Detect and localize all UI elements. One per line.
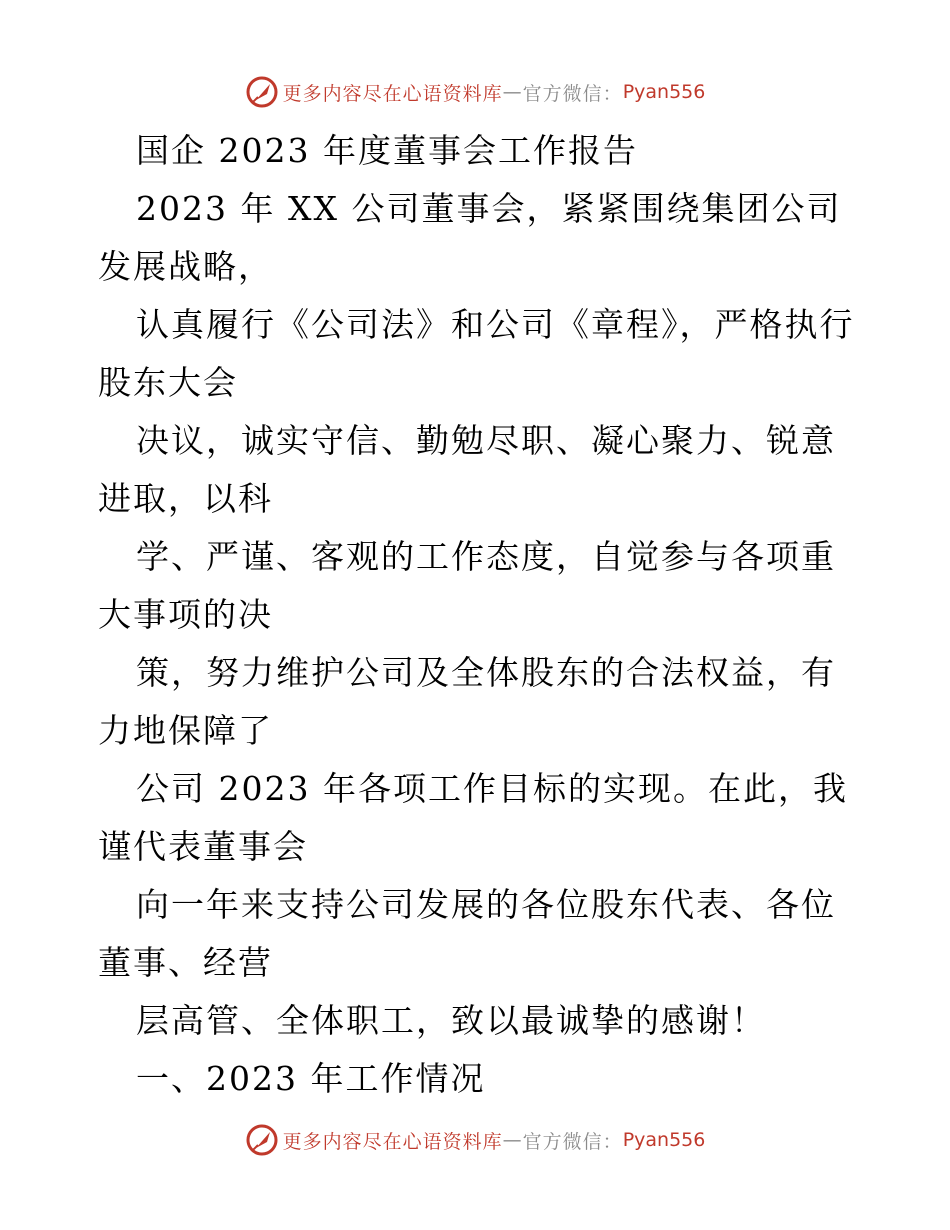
- paragraph: 认真履行《公司法》和公司《章程》，严格执行股东大会: [98, 305, 855, 402]
- quill-logo-icon: [245, 1123, 279, 1157]
- banner-main-text: 更多内容尽在心语资料库: [282, 1130, 503, 1153]
- paragraph: 学、严谨、客观的工作态度，自觉参与各项重大事项的决: [98, 537, 836, 634]
- document-title: 国企 2023 年度董事会工作报告: [136, 131, 638, 170]
- header-watermark-banner: [0, 72, 950, 112]
- banner-main-text: 更多内容尽在心语资料库: [282, 82, 503, 105]
- banner-wechat-label: 官方微信：: [522, 1130, 623, 1153]
- paragraph: 2023 年 XX 公司董事会，紧紧围绕集团公司发展战略，: [98, 189, 842, 286]
- paragraph: 策，努力维护公司及全体股东的合法权益，有力地保障了: [98, 653, 836, 750]
- quill-logo-icon: [245, 75, 279, 109]
- footer-watermark-banner: [0, 1120, 950, 1160]
- banner-wechat-label: 官方微信：: [522, 82, 623, 105]
- banner-wechat-id: Pyan556: [622, 1129, 706, 1151]
- banner-wechat-id: Pyan556: [622, 81, 706, 103]
- paragraph: 向一年来支持公司发展的各位股东代表、各位董事、经营: [98, 885, 836, 982]
- banner-dash: —: [502, 1129, 523, 1151]
- banner-dash: —: [502, 81, 523, 103]
- paragraph: 公司 2023 年各项工作目标的实现。在此，我谨代表董事会: [98, 769, 848, 866]
- paragraph: 决议，诚实守信、勤勉尽职、凝心聚力、锐意进取，以科: [98, 421, 836, 518]
- paragraph: 层高管、全体职工，致以最诚挚的感谢！: [136, 1001, 766, 1040]
- document-body: [98, 122, 856, 1108]
- section-heading: 一、2023 年工作情况: [136, 1059, 486, 1098]
